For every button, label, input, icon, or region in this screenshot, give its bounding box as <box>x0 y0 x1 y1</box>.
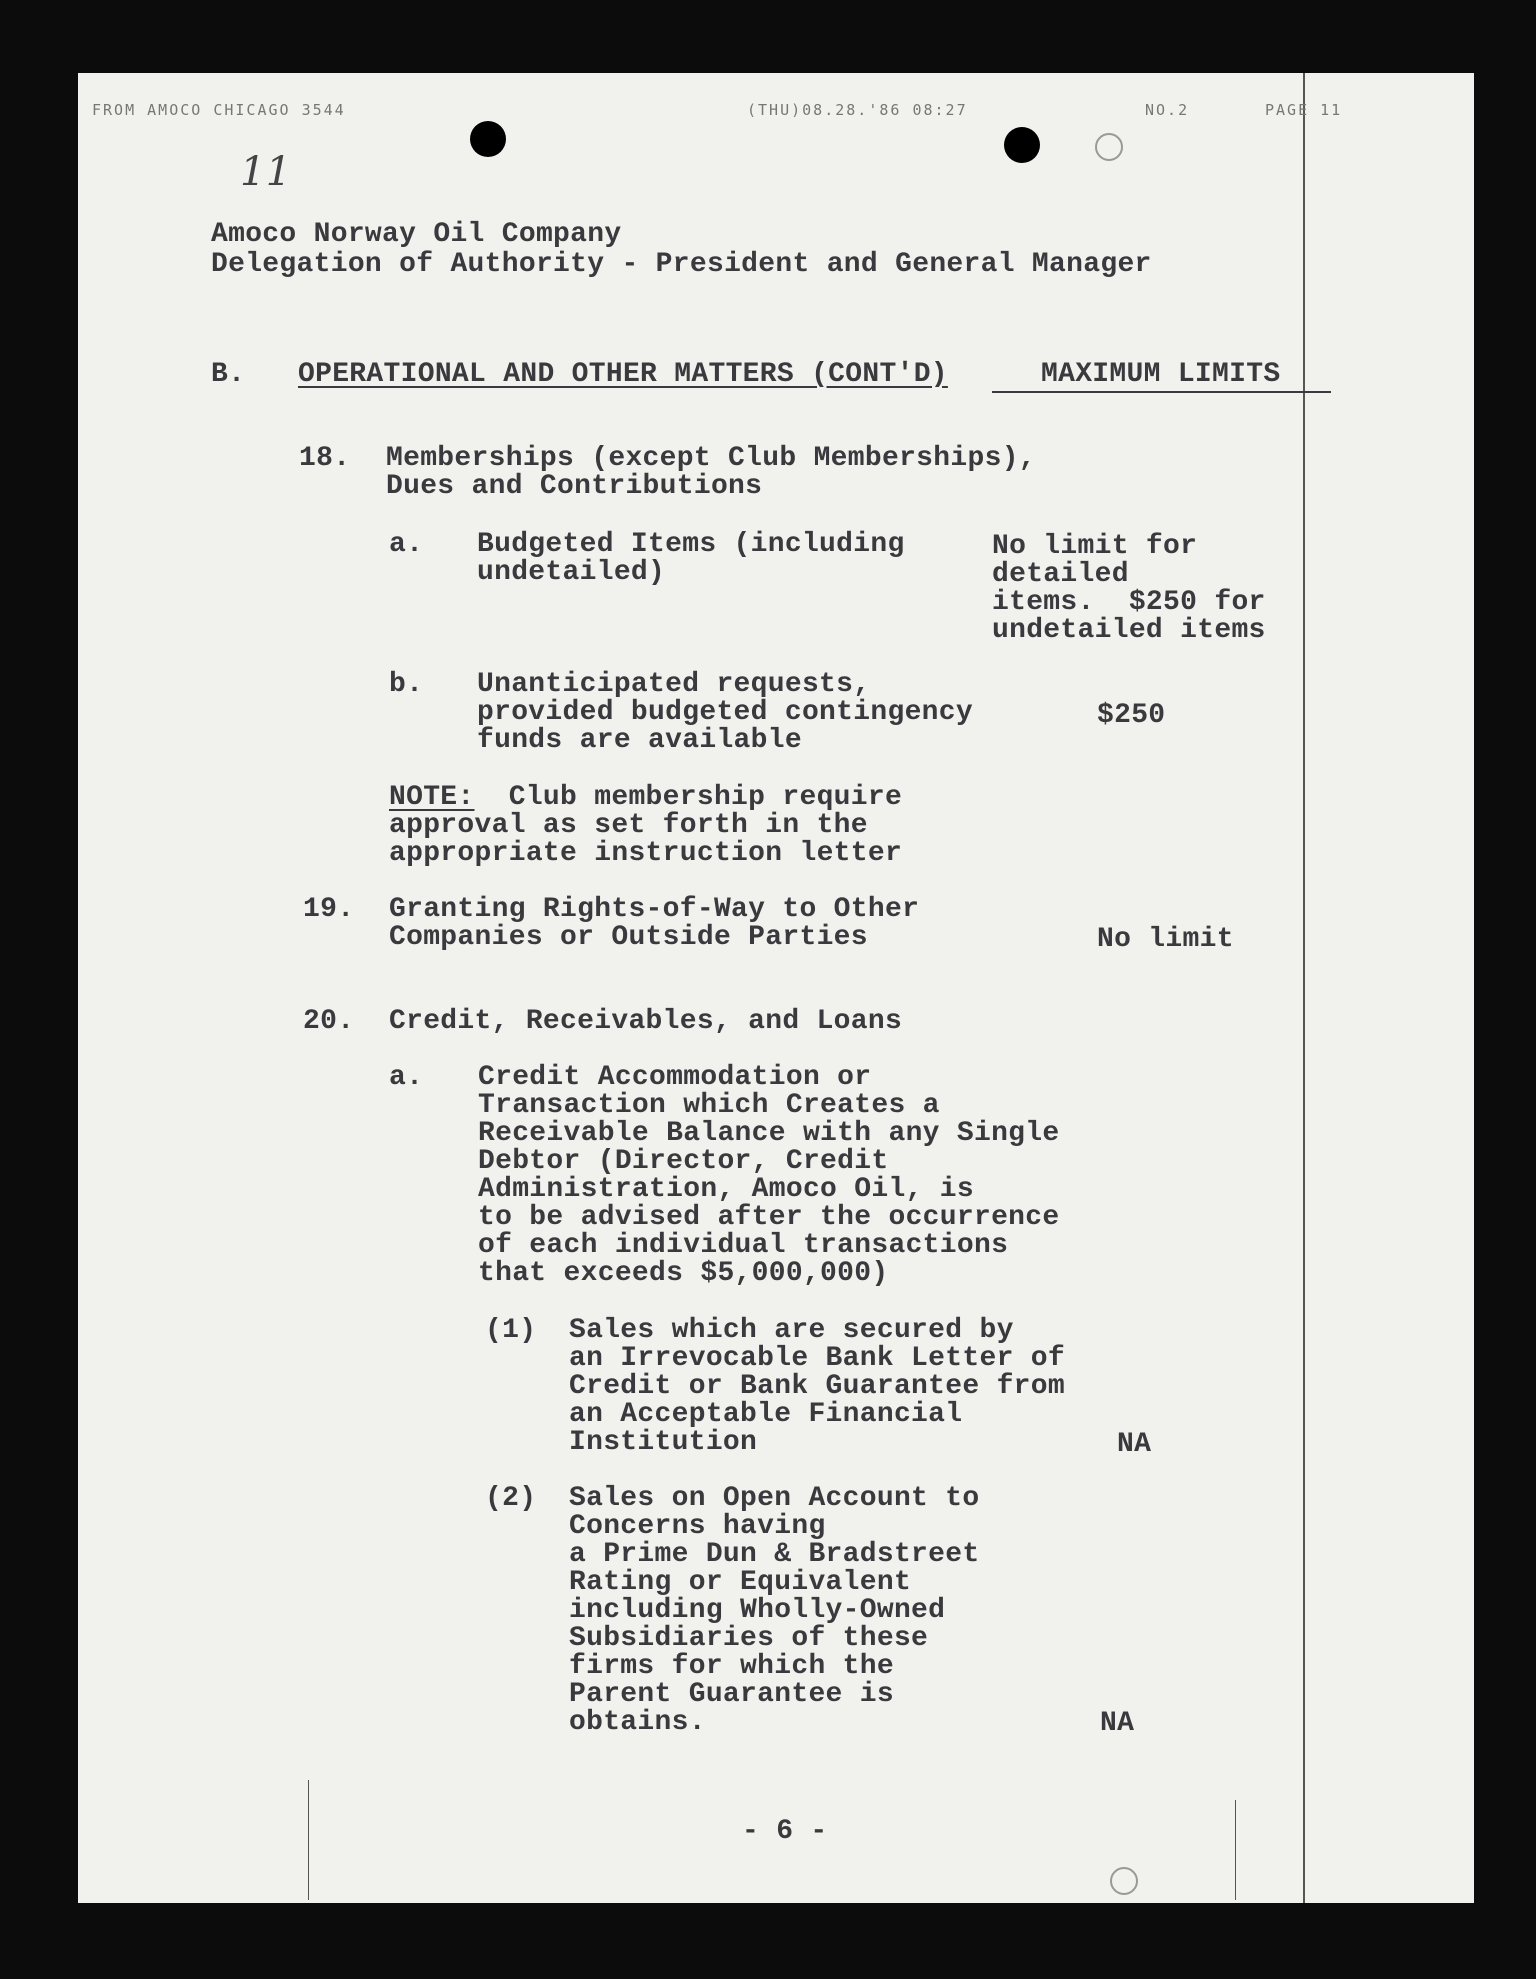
subitem-label: (2) <box>485 1483 537 1514</box>
company-title: Amoco Norway Oil Company <box>211 219 622 250</box>
subitem-text: Sales on Open Account to Concerns having a Prime Dun & Bradstreet Rating or Equivalent including Wholly-Owned Subsidiaries of these firms for which the Parent Guarantee is obtains. <box>569 1483 980 1738</box>
document-subtitle: Delegation of Authority - President and General Manager <box>211 249 1152 280</box>
margin-line-left <box>308 1780 309 1900</box>
fax-from: FROM AMOCO CHICAGO 3544 <box>92 101 346 119</box>
page-number: - 6 - <box>742 1816 828 1847</box>
margin-line-right <box>1235 1800 1236 1900</box>
handwritten-mark: 11 <box>240 149 292 195</box>
punch-hole <box>1004 127 1040 163</box>
limit-value: NA <box>1100 1708 1135 1739</box>
item-text: Credit, Receivables, and Loans <box>389 1006 903 1037</box>
item-number: 18. <box>299 443 351 474</box>
subitem-label: a. <box>389 529 424 560</box>
note <box>389 784 902 868</box>
punch-hole <box>470 121 506 157</box>
item-text: Memberships (except Club Memberships), Dues and Contributions <box>386 443 1036 502</box>
note-text: Club membership require approval as set forth in the appropriate instruction letter <box>389 782 903 869</box>
limits-heading: MAXIMUM LIMITS <box>1041 359 1281 390</box>
section-heading: OPERATIONAL AND OTHER MATTERS (CONT'D) <box>298 359 948 390</box>
punch-hole-outline <box>1095 133 1123 161</box>
limit-value: $250 <box>1097 700 1166 731</box>
subitem-text: Credit Accommodation or Transaction which Creates a Receivable Balance with any Single Debtor (Director, Credit Administration, Amoco Oil, is to be advised after the occurrence of each individual transactions that exceeds $5,000,000) <box>478 1062 1060 1289</box>
section-letter: B. <box>211 359 246 390</box>
limit-value: NA <box>1117 1429 1152 1460</box>
limit-value: No limit <box>1097 924 1234 955</box>
limits-underline <box>992 391 1331 393</box>
limit-value: No limit for detailed items. $250 for undetailed items <box>992 531 1266 646</box>
fax-page: PAGE 11 <box>1265 101 1343 119</box>
item-text: Granting Rights-of-Way to Other Companies or Outside Parties <box>389 894 920 953</box>
fax-number: NO.2 <box>1145 101 1190 119</box>
margin-line <box>1303 73 1305 1903</box>
item-number: 19. <box>303 894 355 925</box>
punch-hole-outline <box>1110 1867 1138 1895</box>
subitem-text: Unanticipated requests, provided budgeted contingency funds are available <box>477 669 973 756</box>
subitem-label: (1) <box>485 1315 537 1346</box>
fax-datetime: (THU)08.28.'86 08:27 <box>747 101 968 119</box>
subitem-text: Budgeted Items (including undetailed) <box>477 529 905 588</box>
item-number: 20. <box>303 1006 355 1037</box>
subitem-text: Sales which are secured by an Irrevocable Bank Letter of Credit or Bank Guarantee from an Acceptable Financial Institution <box>569 1315 1065 1458</box>
subitem-label: a. <box>389 1062 424 1093</box>
note-label: NOTE: <box>389 782 475 813</box>
subitem-label: b. <box>389 669 424 700</box>
